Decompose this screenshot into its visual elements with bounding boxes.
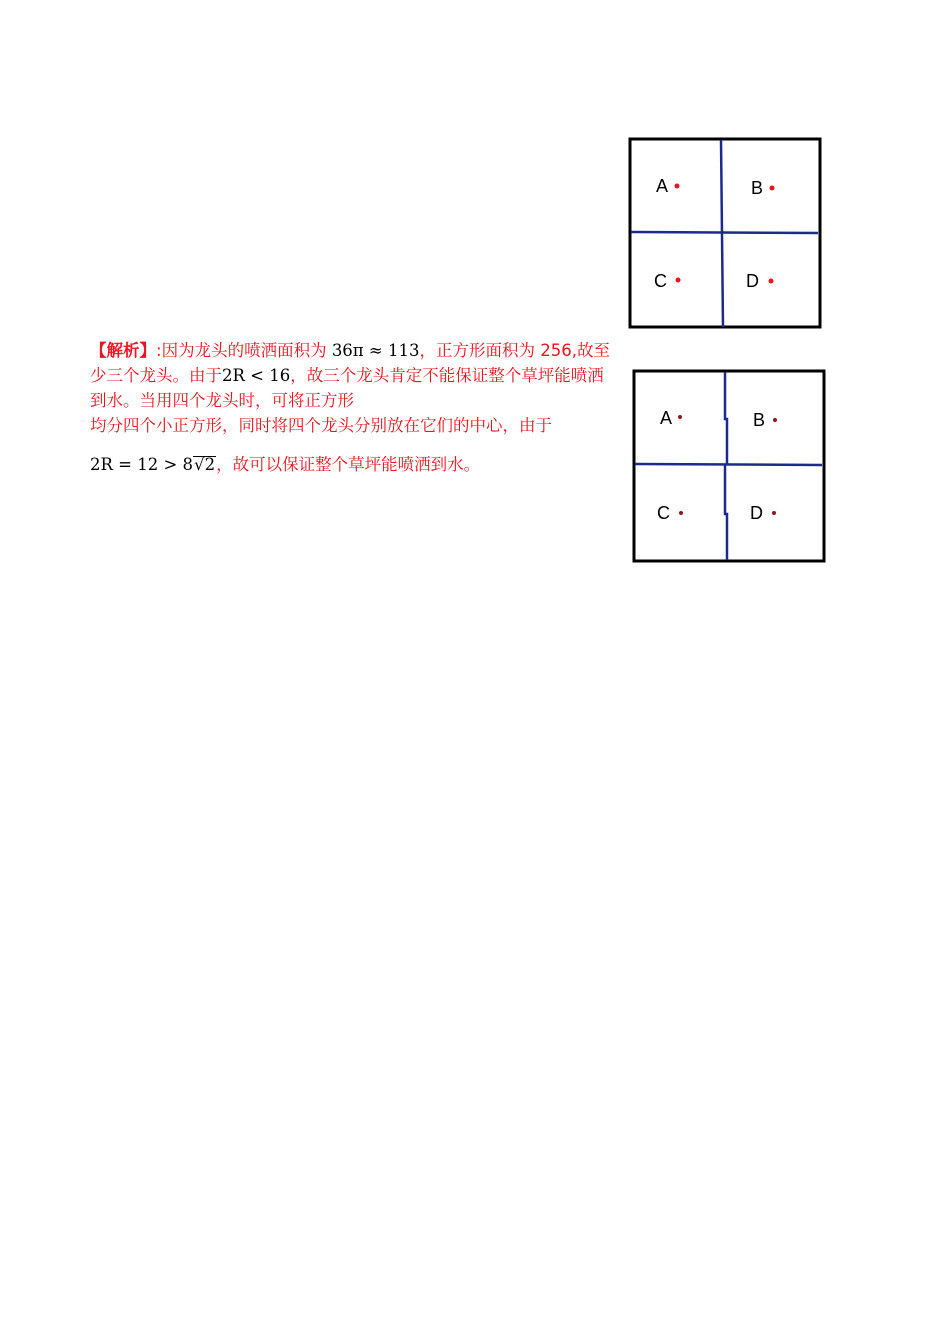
final-inequality xyxy=(90,455,216,474)
figure-top-dot-a xyxy=(675,184,680,189)
area-expression: 36π ≈ 113 xyxy=(331,341,420,360)
figure-bottom-dot-b xyxy=(773,418,777,422)
figure-bottom-label-d: D xyxy=(750,503,763,523)
solution-colon: : xyxy=(156,341,162,360)
solution-text-1b: ，正方形面积为 256,故至 xyxy=(419,341,610,360)
figure-bottom-vertical-divider-top xyxy=(725,372,727,464)
solution-text-2a: 少三个龙头。由于 xyxy=(90,366,222,385)
figure-bottom-label-b: B xyxy=(753,410,766,430)
figure-bottom-dot-c xyxy=(679,511,683,515)
solution-text-5b: ，故可以保证整个草坪能喷洒到水。 xyxy=(216,455,481,474)
figure-top-label-a: A xyxy=(656,176,669,196)
sqrt-symbol: √2 xyxy=(194,455,216,474)
figure-bottom-dot-d xyxy=(772,511,776,515)
figure-bottom-label-c: C xyxy=(657,503,670,523)
sqrt-radicand: 2 xyxy=(204,455,216,474)
figure-bottom-horizontal-divider xyxy=(635,464,822,465)
figure-top-dot-d xyxy=(769,279,774,284)
figure-bottom-dot-a xyxy=(678,415,682,419)
solution-line-4: 均分四个小正方形，同时将四个龙头分别放在它们的中心，由于 xyxy=(90,416,552,435)
solution-label: 【解析】 xyxy=(90,341,156,360)
solution-line-1 xyxy=(90,338,612,363)
figure-top-label-d: D xyxy=(746,271,759,291)
figure-bottom-vertical-divider-bottom xyxy=(725,465,727,560)
figure-top-label-b: B xyxy=(751,178,764,198)
solution-line-5 xyxy=(90,452,612,477)
radius-inequality: 2R < 16 xyxy=(222,366,291,385)
figure-top-label-c: C xyxy=(654,271,667,291)
figure-top xyxy=(628,137,824,331)
solution-text-2b: ，故三个龙头肯定不能保证整个草坪能喷洒 xyxy=(290,366,604,385)
figure-top-dot-c xyxy=(676,278,681,283)
line-gap xyxy=(90,438,612,452)
solution-line-3: 到水。当用四个龙头时，可将正方形 xyxy=(90,391,354,410)
figure-bottom-label-a: A xyxy=(660,408,673,428)
solution-line-2 xyxy=(90,363,612,388)
final-inequality-text: 2R = 12 > 8 xyxy=(90,455,194,474)
figure-top-horizontal-divider xyxy=(631,232,818,233)
figure-top-dot-b xyxy=(770,186,775,191)
solution-paragraph xyxy=(90,338,612,477)
figure-bottom xyxy=(632,369,828,565)
solution-text-1a: 因为龙头的喷洒面积为 xyxy=(161,341,327,360)
